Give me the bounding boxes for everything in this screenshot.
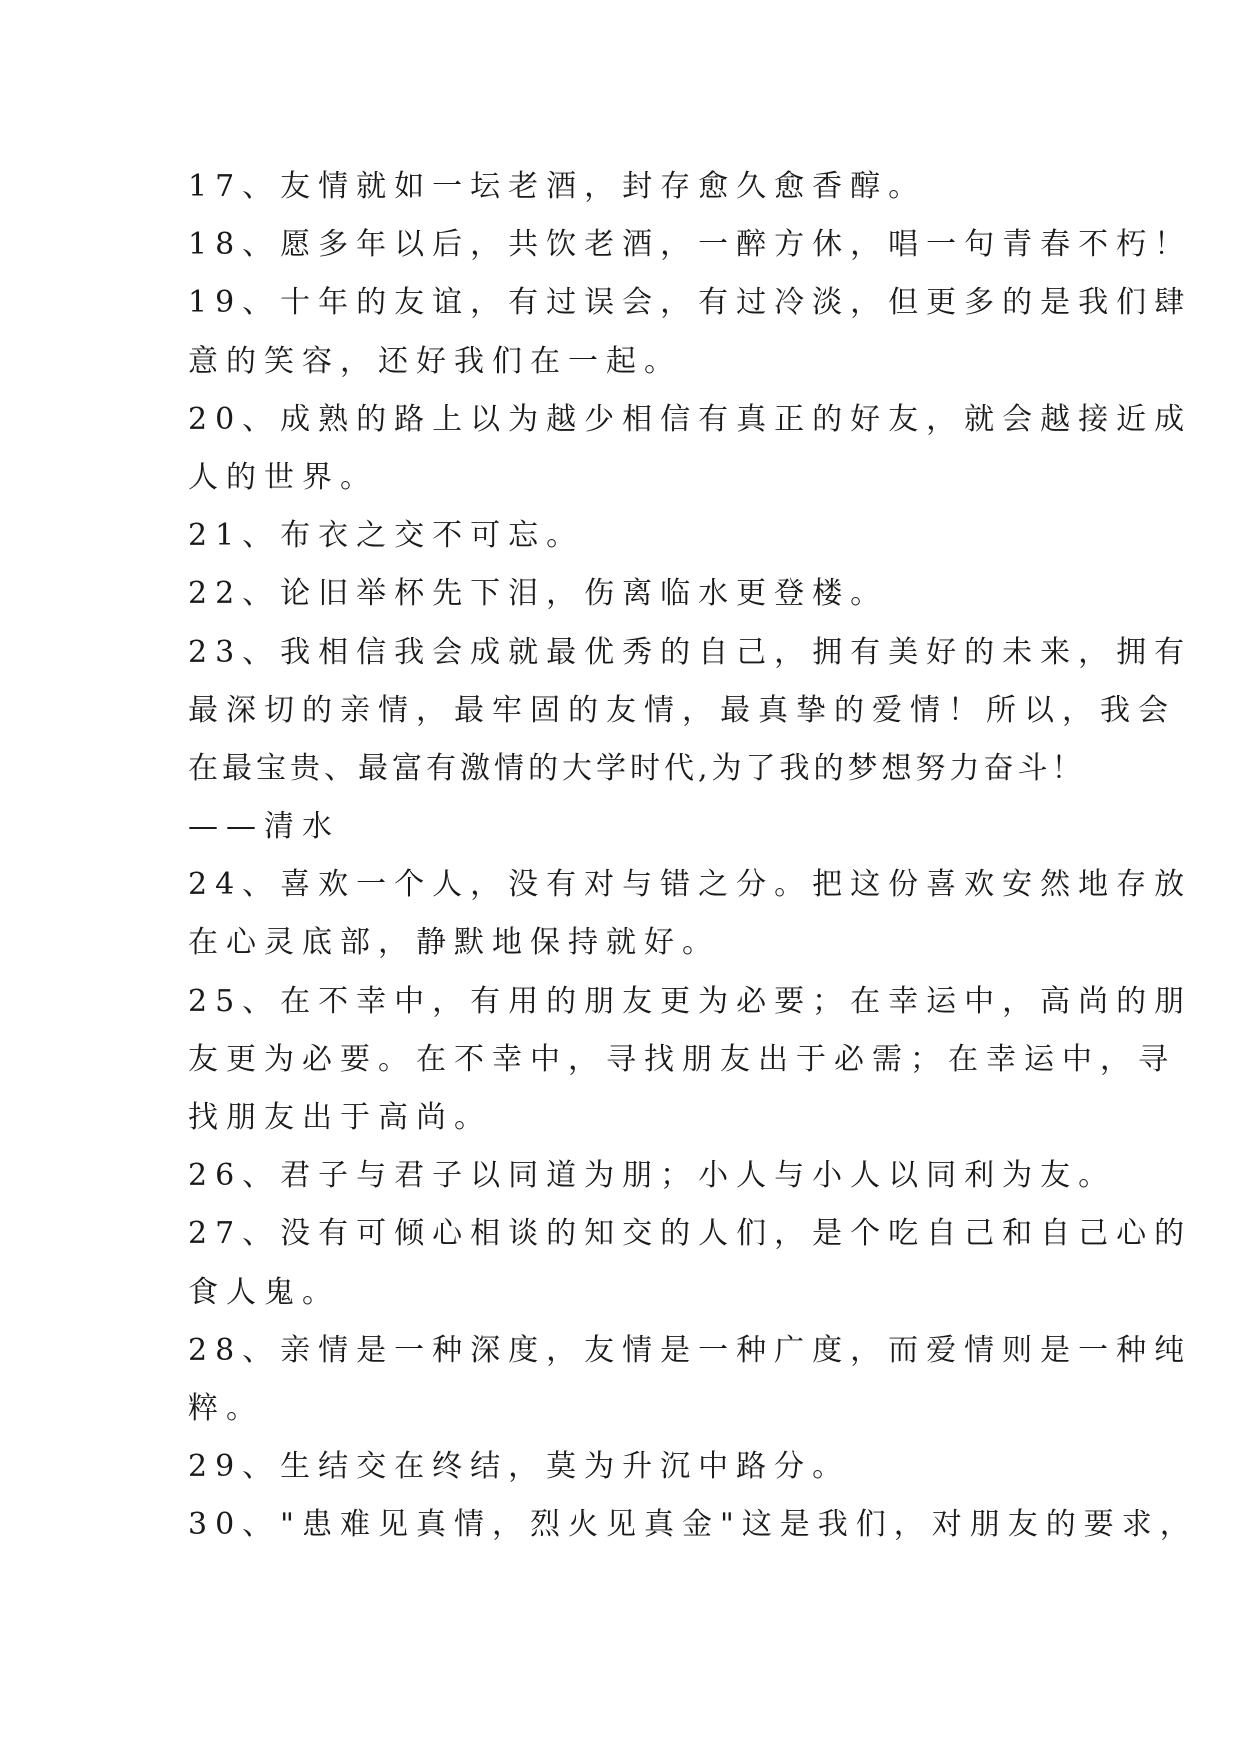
text-line: 23、我相信我会成就最优秀的自己，拥有美好的未来，拥有 xyxy=(188,634,1193,670)
text-line: 25、在不幸中，有用的朋友更为必要；在幸运中，高尚的朋 xyxy=(188,983,1193,1019)
text-line: 食人鬼。 xyxy=(188,1274,340,1310)
text-line: 27、没有可倾心相谈的知交的人们，是个吃自己和自己心的 xyxy=(188,1216,1193,1252)
text-line: 在最宝贵、最富有激情的大学时代,为了我的梦想努力奋斗！ xyxy=(188,750,1086,786)
text-line: 21、布衣之交不可忘。 xyxy=(188,518,585,554)
text-line: 28、亲情是一种深度，友情是一种广度，而爱情则是一种纯 xyxy=(188,1332,1193,1368)
text-line: 在心灵底部，静默地保持就好。 xyxy=(188,925,720,961)
text-line: 找朋友出于高尚。 xyxy=(188,1100,492,1135)
text-line: 29、生结交在终结，莫为升沉中路分。 xyxy=(188,1449,851,1485)
document-body xyxy=(188,158,1198,1555)
text-line: 22、论旧举杯先下泪，伤离临水更登楼。 xyxy=(188,576,889,612)
text-line: 26、君子与君子以同道为朋；小人与小人以同利为友。 xyxy=(188,1158,1117,1194)
text-line: 18、愿多年以后，共饮老酒，一醉方休，唱一句青春不朽！ xyxy=(188,227,1193,263)
text-line: 人的世界。 xyxy=(188,459,378,495)
text-line: 17、友情就如一坛老酒，封存愈久愈香醇。 xyxy=(188,169,927,204)
text-line: 友更为必要。在不幸中，寻找朋友出于必需；在幸运中，寻 xyxy=(188,1041,1176,1077)
text-line: 20、成熟的路上以为越少相信有真正的好友，就会越接近成 xyxy=(188,401,1193,437)
text-line: 粹。 xyxy=(188,1390,264,1426)
text-line: ——清水 xyxy=(188,809,340,845)
text-line: 意的笑容，还好我们在一起。 xyxy=(188,343,682,379)
text-line: 19、十年的友谊，有过误会，有过冷淡，但更多的是我们肆 xyxy=(188,285,1193,321)
text-line: 30、"患难见真情，烈火见真金"这是我们，对朋友的要求， xyxy=(188,1507,1198,1543)
text-line: 最深切的亲情，最牢固的友情，最真挚的爱情！所以，我会 xyxy=(188,692,1176,728)
text-line: 24、喜欢一个人，没有对与错之分。把这份喜欢安然地存放 xyxy=(188,867,1193,903)
